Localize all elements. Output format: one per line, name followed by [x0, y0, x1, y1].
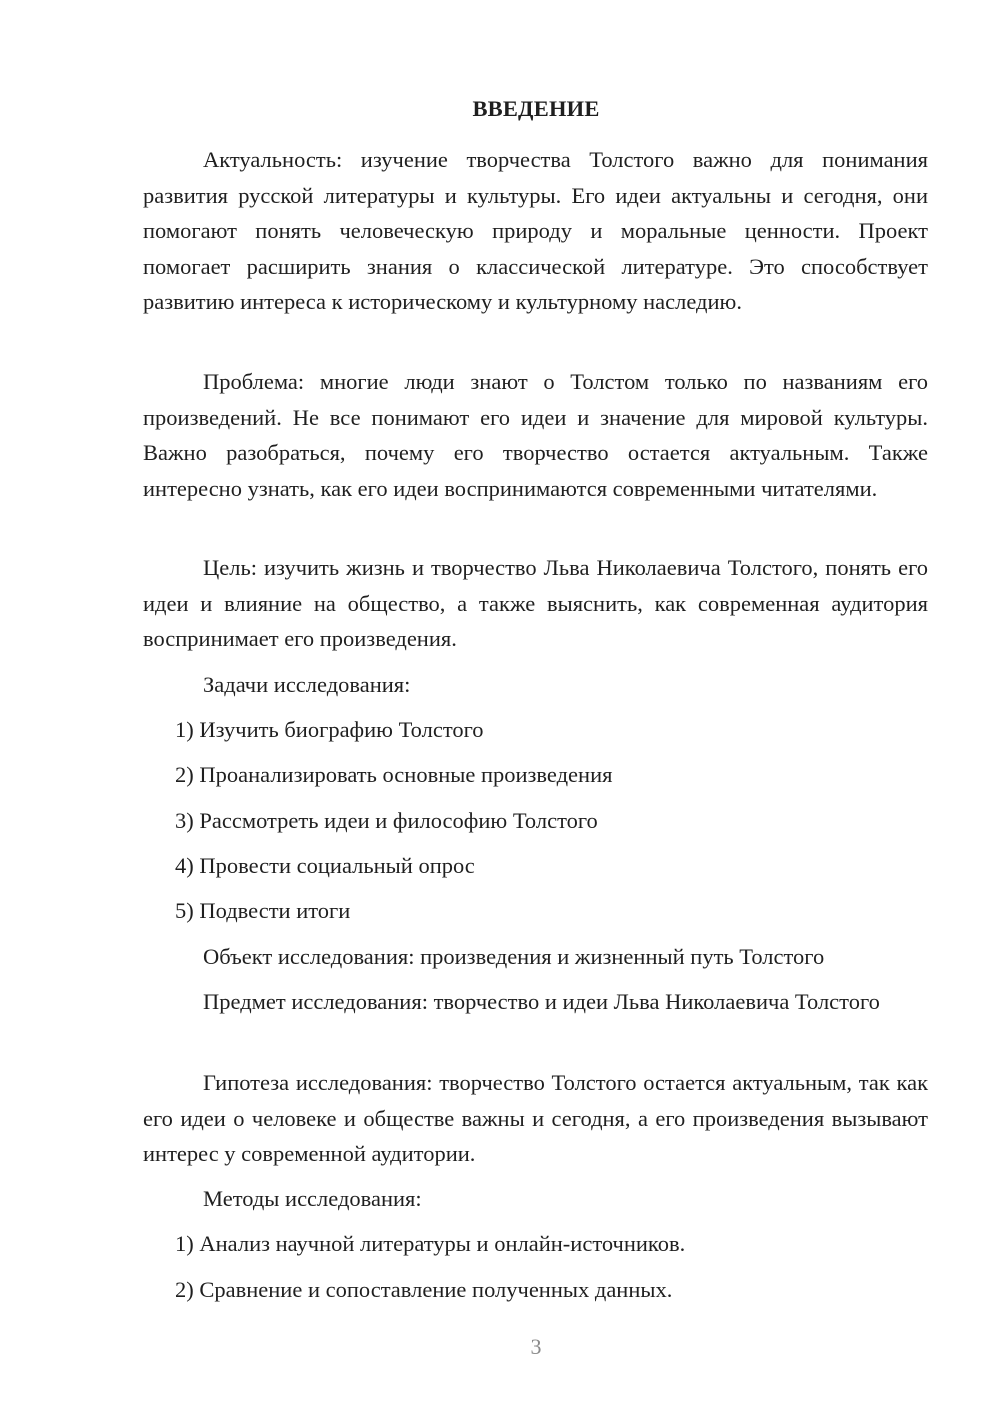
- subject-paragraph: Предмет исследования: творчество и идеи Льва Николаевича Толстого: [203, 989, 880, 1014]
- method-item: 1) Анализ научной литературы и онлайн-источников.: [175, 1231, 686, 1256]
- task-item: 1) Изучить биографию Толстого: [175, 717, 484, 742]
- methods-title: Методы исследования:: [203, 1186, 422, 1211]
- relevance-paragraph: Актуальность: изучение творчества Толстого важно для понимания развития русской литературы и культуры. Его идеи актуальны и сегодня, они помогают понять человеческую природу и моральные ценности. Проект помогает расширить знания о классической литературе. Это способствует развитию интереса к историческому и культурному наследию.: [143, 147, 928, 314]
- hypothesis-paragraph: Гипотеза исследования: творчество Толстого остается актуальным, так как его идеи о человеке и обществе важны и сегодня, а его произведения вызывают интерес у современной аудитории.: [143, 1070, 928, 1166]
- object-paragraph: Объект исследования: произведения и жизненный путь Толстого: [203, 944, 825, 969]
- task-item: 2) Проанализировать основные произведения: [175, 762, 613, 787]
- page-number: 3: [530, 1334, 542, 1359]
- method-item: 2) Сравнение и сопоставление полученных данных.: [175, 1277, 673, 1302]
- task-item: 3) Рассмотреть идеи и философию Толстого: [175, 808, 598, 833]
- problem-paragraph: Проблема: многие люди знают о Толстом только по названиям его произведений. Не все понимают его идеи и значение для мировой культуры. Важно разобраться, почему его творчество остается актуальным. Также интересно узнать, как его идеи воспринимаются современными читателями.: [143, 369, 928, 501]
- section-heading: ВВЕДЕНИЕ: [472, 96, 600, 121]
- task-item: 5) Подвести итоги: [175, 898, 351, 923]
- goal-paragraph: Цель: изучить жизнь и творчество Льва Николаевича Толстого, понять его идеи и влияние на общество, а также выяснить, как современная аудитория воспринимает его произведения.: [143, 555, 928, 651]
- tasks-title: Задачи исследования:: [203, 672, 411, 697]
- task-item: 4) Провести социальный опрос: [175, 853, 475, 878]
